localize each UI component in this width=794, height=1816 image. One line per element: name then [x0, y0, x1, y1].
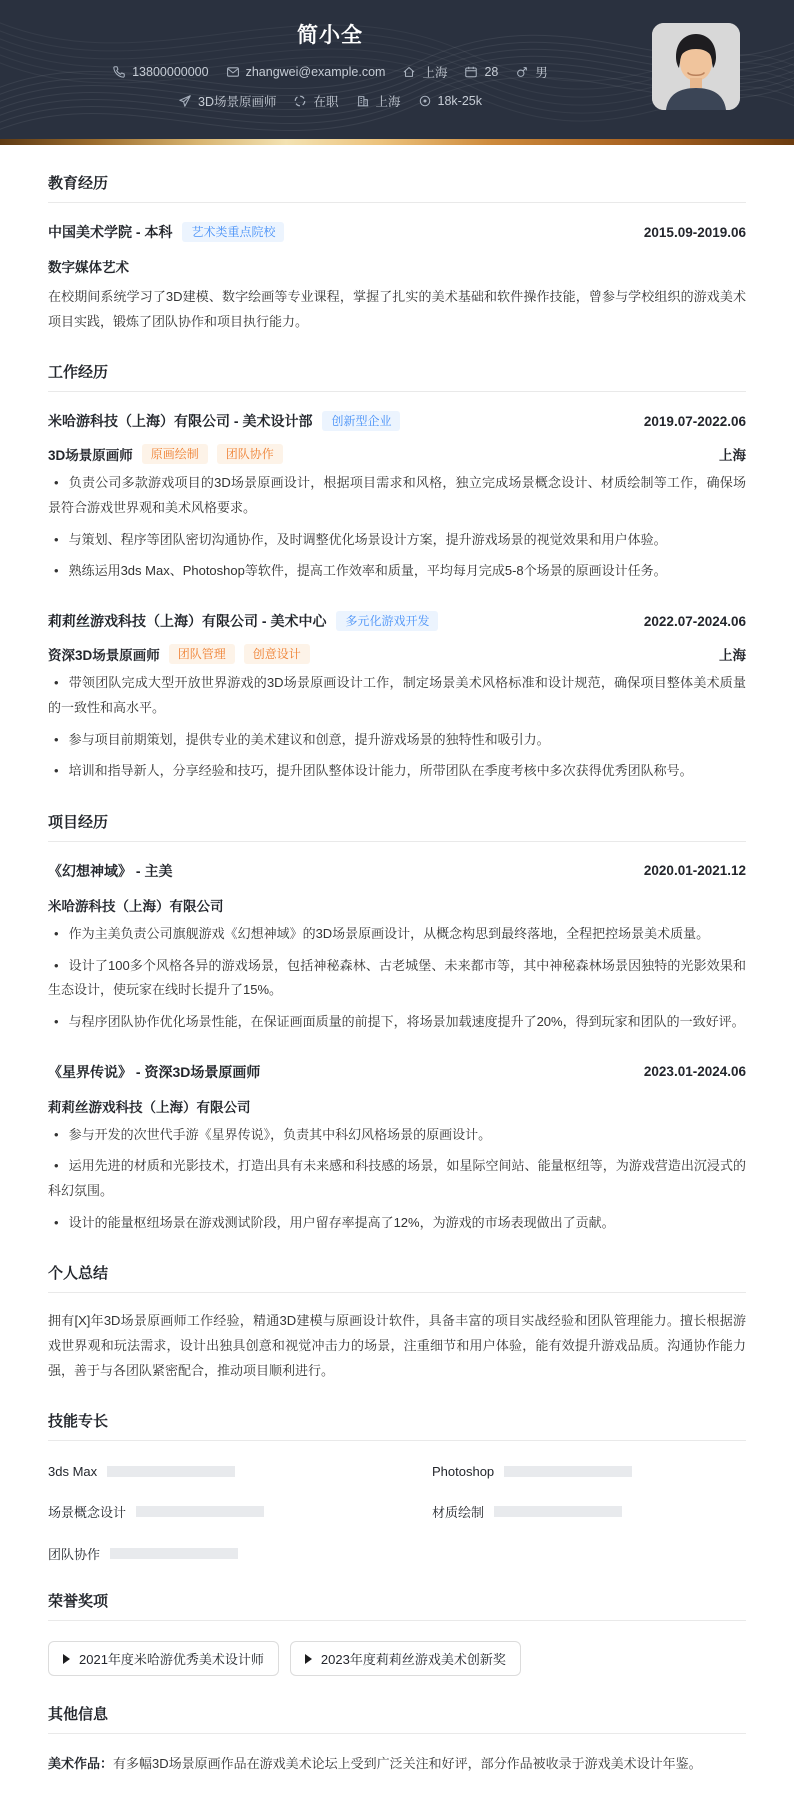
section-divider — [48, 841, 746, 842]
work-item-2 — [48, 611, 746, 784]
honor-pill — [48, 1641, 279, 1676]
skill-name: 团队协作 — [48, 1547, 101, 1563]
bullet-dot: • — [54, 763, 59, 779]
work-location: 上海 — [719, 648, 746, 664]
skill-bar — [504, 1466, 632, 1477]
section-skills — [48, 1383, 746, 1563]
section-projects — [48, 784, 746, 1236]
section-summary — [48, 1235, 746, 1383]
bullet-dot: • — [54, 1013, 59, 1029]
section-title-other: 其他信息 — [48, 1706, 109, 1724]
section-title-summary: 个人总结 — [48, 1265, 109, 1283]
project-date: 2023.01-2024.06 — [643, 1064, 746, 1080]
skill-name: Photoshop — [432, 1464, 495, 1480]
role-tag: 创意设计 — [244, 644, 310, 664]
email-address: zhangwei@example.com — [245, 65, 386, 79]
resume-body — [0, 145, 794, 1816]
project-item-2 — [48, 1062, 746, 1236]
work-bullet: • 负责公司多款游戏项目的3D场景原画设计，根据项目需求和风格，独立完成场景概念设计、材质绘制等工作，确保场景符合游戏世界观和美术风格要求。 — [48, 471, 746, 520]
bullet-dot: • — [54, 1214, 59, 1230]
bullet-dot: • — [54, 1158, 59, 1174]
work-date: 2019.07-2022.06 — [643, 413, 746, 429]
salary-item — [418, 94, 482, 108]
project-bullet: • 作为主美负责公司旗舰游戏《幻想神域》的3D场景原画设计，从概念构思到最终落地，全程把控场景美术质量。 — [48, 922, 746, 947]
work-location: 上海 — [719, 448, 746, 464]
avatar — [652, 23, 740, 110]
section-title-skills: 技能专长 — [48, 1413, 109, 1431]
work-bullet: • 与策划、程序等团队密切沟通协作，及时调整优化场景设计方案，提升游戏场景的视觉效果和用户体验。 — [48, 528, 746, 553]
project-item-1 — [48, 861, 746, 1035]
project-company: 米哈游科技（上海）有限公司 — [48, 898, 224, 914]
skill-name: 3ds Max — [48, 1464, 98, 1480]
resume-header — [0, 0, 794, 139]
role-title: 3D场景原画师 — [48, 448, 133, 464]
bullet-dot: • — [54, 675, 59, 691]
project-date: 2020.01-2021.12 — [643, 863, 746, 879]
skill-name: 场景概念设计 — [48, 1505, 127, 1521]
play-triangle-icon — [305, 1654, 312, 1664]
education-entry-head — [48, 222, 746, 242]
job-status-item — [293, 92, 338, 110]
bullet-dot: • — [54, 531, 59, 547]
calendar-icon — [464, 65, 478, 79]
project-bullet: • 与程序团队协作优化场景性能，在保证画面质量的前提下，将场景加载速度提升了20%，得到玩家和团队的一致好评。 — [48, 1010, 746, 1035]
contact-row-2 — [0, 92, 660, 110]
bullet-dot: • — [54, 925, 59, 941]
summary-text: 拥有[X]年3D场景原画师工作经验，精通3D建模与原画设计软件，具备丰富的项目实战经验和团队管理能力。擅长根据游戏世界观和玩法需求，设计出独具创意和视觉冲击力的场景，注重细节和用户体验，能有效提升游戏品质。沟通协作能力强，善于与各团队紧密配合，推动项目顺利进行。 — [48, 1313, 746, 1378]
skill-row — [48, 1544, 362, 1563]
company-name: 米哈游科技（上海）有限公司 - 美术设计部 — [48, 413, 313, 430]
work-bullet: • 培训和指导新人，分享经验和技巧，提升团队整体设计能力，所带团队在季度考核中多次获得优秀团队称号。 — [48, 759, 746, 784]
email-item — [226, 65, 386, 79]
skills-grid — [48, 1464, 746, 1563]
building-icon — [356, 94, 370, 108]
honor-text: 2023年度莉莉丝游戏美术创新奖 — [320, 1652, 506, 1668]
section-work — [48, 334, 746, 784]
school-name: 中国美术学院 - 本科 — [48, 224, 173, 240]
honor-text: 2021年度米哈游优秀美术设计师 — [79, 1652, 264, 1668]
skill-row — [432, 1464, 746, 1479]
job-status: 在职 — [313, 95, 339, 109]
gender-icon — [515, 65, 529, 79]
target-position: 3D场景原画师 — [198, 95, 277, 109]
phone-item — [112, 65, 208, 79]
target-position-item — [178, 92, 276, 110]
project-bullet: • 设计的能量枢纽场景在游戏测试阶段，用户留存率提高了12%，为游戏的市场表现做出了贡献。 — [48, 1211, 746, 1236]
work-bullet: • 参与项目前期策划，提供专业的美术建议和创意，提升游戏场景的独特性和吸引力。 — [48, 728, 746, 753]
project-name: 《星界传说》 - 资深3D场景原画师 — [48, 1063, 261, 1080]
role-tag: 团队管理 — [169, 644, 235, 664]
skill-bar — [136, 1506, 264, 1517]
section-title-projects: 项目经历 — [48, 813, 109, 831]
home-icon — [402, 65, 416, 79]
role-tag: 原画绘制 — [142, 444, 208, 464]
section-honors — [48, 1563, 746, 1676]
work-city: 上海 — [375, 95, 401, 109]
section-divider — [48, 1733, 746, 1734]
bullet-dot: • — [54, 957, 59, 973]
skill-row — [48, 1502, 362, 1521]
bullet-dot: • — [54, 563, 59, 579]
other-info-text: 有多幅3D场景原画作品在游戏美术论坛上受到广泛关注和好评，部分作品被收录于游戏美术设计年鉴。 — [113, 1756, 702, 1772]
section-title-honors: 荣誉奖项 — [48, 1593, 109, 1611]
send-icon — [178, 94, 192, 108]
age-value: 28 — [484, 65, 499, 79]
project-bullet: • 参与开发的次世代手游《星界传说》，负责其中科幻风格场景的原画设计。 — [48, 1123, 746, 1148]
education-date: 2015.09-2019.06 — [643, 224, 746, 240]
bullet-dot: • — [54, 731, 59, 747]
section-divider — [48, 1620, 746, 1621]
section-divider — [48, 1292, 746, 1293]
gender-value: 男 — [535, 66, 548, 80]
bullet-dot: • — [54, 1126, 59, 1142]
section-title-work: 工作经历 — [48, 364, 109, 382]
project-name: 《幻想神域》 - 主美 — [48, 862, 173, 879]
other-info-line — [48, 1752, 746, 1777]
section-divider — [48, 1440, 746, 1441]
skill-bar — [494, 1506, 622, 1517]
school-tag: 艺术类重点院校 — [182, 222, 284, 242]
skill-bar — [110, 1548, 238, 1559]
project-company: 莉莉丝游戏科技（上海）有限公司 — [48, 1099, 251, 1115]
mail-icon — [226, 65, 240, 79]
education-description: 在校期间系统学习了3D建模、数字绘画等专业课程，掌握了扎实的美术基础和软件操作技能，曾参与学校组织的游戏美术项目实践，锻炼了团队协作和项目执行能力。 — [48, 289, 746, 329]
work-city-item — [356, 92, 401, 110]
avatar-illustration — [652, 23, 740, 110]
role-title: 资深3D场景原画师 — [48, 648, 160, 664]
other-info-label: 美术作品： — [48, 1756, 114, 1772]
section-title-education: 教育经历 — [48, 175, 109, 192]
skill-row — [432, 1502, 746, 1521]
play-triangle-icon — [63, 1654, 70, 1664]
bullet-dot: • — [54, 475, 59, 491]
section-divider — [48, 391, 746, 392]
skill-name: 材质绘制 — [432, 1505, 485, 1521]
section-education — [48, 145, 746, 334]
phone-icon — [112, 65, 126, 79]
company-name: 莉莉丝游戏科技（上海）有限公司 - 美术中心 — [48, 613, 327, 630]
project-bullet: • 运用先进的材质和光影技术，打造出具有未来感和科技感的场景，如星际空间站、能量枢纽等，为游戏营造出沉浸式的科幻氛围。 — [48, 1154, 746, 1203]
honor-pill — [290, 1641, 521, 1676]
major-name: 数字媒体艺术 — [48, 260, 129, 275]
salary-icon — [418, 94, 432, 108]
home-city-item — [402, 63, 447, 81]
salary-range: 18k-25k — [437, 94, 482, 108]
section-other — [48, 1676, 746, 1777]
project-bullet: • 设计了100多个风格各异的游戏场景，包括神秘森林、古老城堡、未来都市等，其中神秘森林场景因独特的光影效果和生态设计，使玩家在线时长提升了15%。 — [48, 954, 746, 1003]
phone-number: 13800000000 — [132, 65, 209, 79]
honor-list — [48, 1641, 746, 1676]
work-item-1 — [48, 411, 746, 584]
status-icon — [293, 94, 307, 108]
company-tag: 多元化游戏开发 — [336, 611, 438, 631]
company-tag: 创新型企业 — [322, 411, 400, 431]
work-date: 2022.07-2024.06 — [643, 613, 746, 629]
gender-item — [515, 63, 548, 81]
candidate-name: 简小全 — [297, 24, 363, 47]
work-bullet: • 熟练运用3ds Max、Photoshop等软件，提高工作效率和质量，平均每月完成5-8个场景的原画设计任务。 — [48, 559, 746, 584]
role-tag: 团队协作 — [217, 444, 283, 464]
age-item — [464, 65, 498, 79]
contact-row-1 — [0, 63, 660, 81]
home-city: 上海 — [422, 66, 448, 80]
skill-row — [48, 1464, 362, 1479]
section-divider — [48, 202, 746, 203]
skill-bar — [107, 1466, 235, 1477]
work-bullet: • 带领团队完成大型开放世界游戏的3D场景原画设计工作，制定场景美术风格标准和设计规范，确保项目整体美术质量的一致性和高水平。 — [48, 671, 746, 720]
